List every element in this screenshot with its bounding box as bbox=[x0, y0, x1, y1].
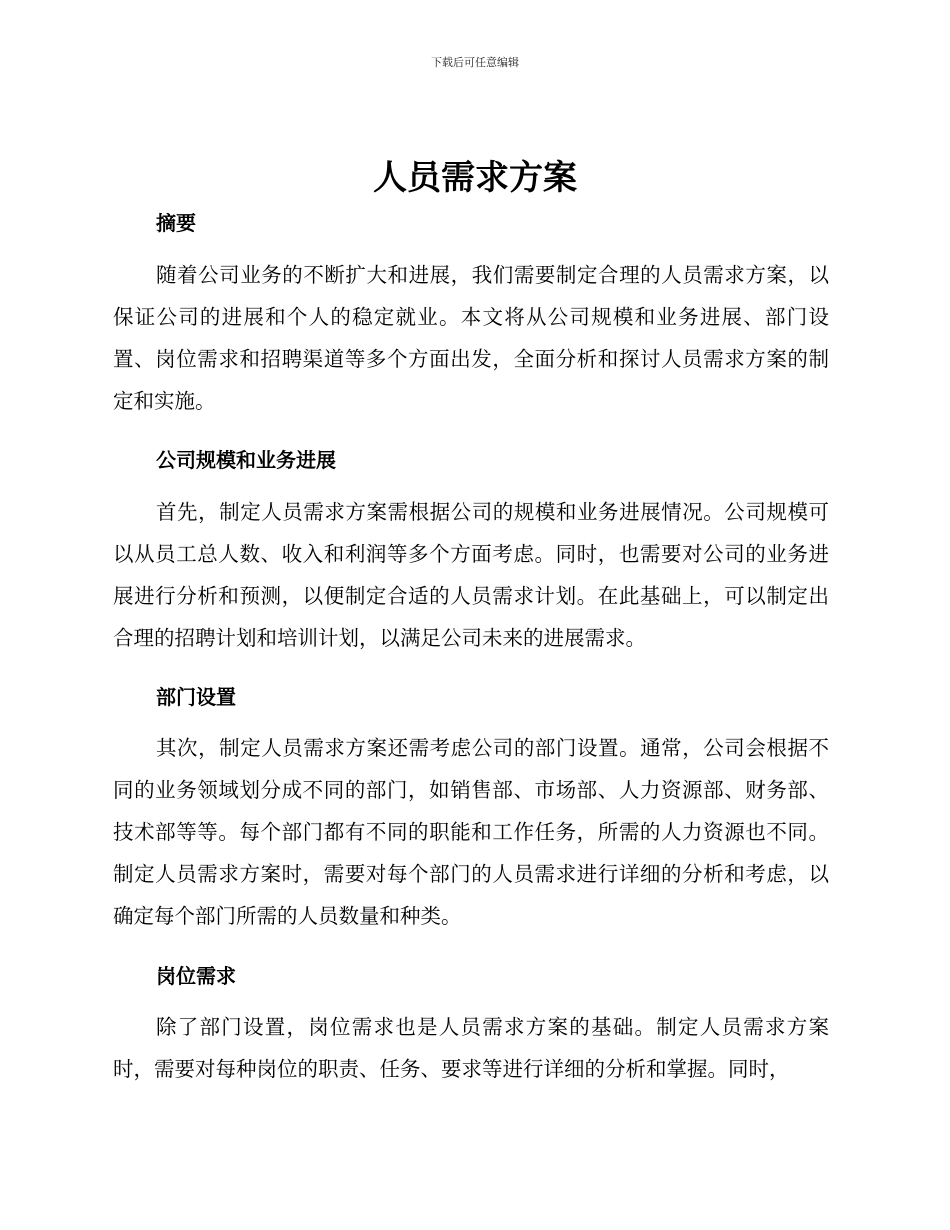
section-paragraph-abstract: 随着公司业务的不断扩大和进展，我们需要制定合理的人员需求方案，以保证公司的进展和个人的稳定就业。本文将从公司规模和业务进展、部门设置、岗位需求和招聘渠道等多个方面出发，全面分析和探讨人员需求方案的制定和实施。 bbox=[113, 263, 829, 413]
page-header-note: 下载后可任意编辑 bbox=[431, 56, 519, 69]
section-heading-departments: 部门设置 bbox=[156, 685, 236, 709]
section-heading-position-needs: 岗位需求 bbox=[156, 964, 236, 988]
document-title: 人员需求方案 bbox=[373, 158, 577, 198]
section-heading-company-scale: 公司规模和业务进展 bbox=[156, 448, 336, 472]
section-paragraph-company-scale: 首先，制定人员需求方案需根据公司的规模和业务进展情况。公司规模可以从员工总人数、收入和利润等多个方面考虑。同时，也需要对公司的业务进展进行分析和预测，以便制定合适的人员需求计划。在此基础上，可以制定出合理的招聘计划和培训计划，以满足公司未来的进展需求。 bbox=[113, 500, 829, 650]
section-heading-abstract: 摘要 bbox=[156, 211, 196, 235]
section-paragraph-position-needs: 除了部门设置，岗位需求也是人员需求方案的基础。制定人员需求方案时，需要对每种岗位的职责、任务、要求等进行详细的分析和掌握。同时， bbox=[113, 1015, 829, 1081]
section-paragraph-departments: 其次，制定人员需求方案还需考虑公司的部门设置。通常，公司会根据不同的业务领域划分成不同的部门，如销售部、市场部、人力资源部、财务部、技术部等等。每个部门都有不同的职能和工作任务，所需的人力资源也不同。制定人员需求方案时，需要对每个部门的人员需求进行详细的分析和考虑，以确定每个部门所需的人员数量和种类。 bbox=[113, 736, 829, 928]
